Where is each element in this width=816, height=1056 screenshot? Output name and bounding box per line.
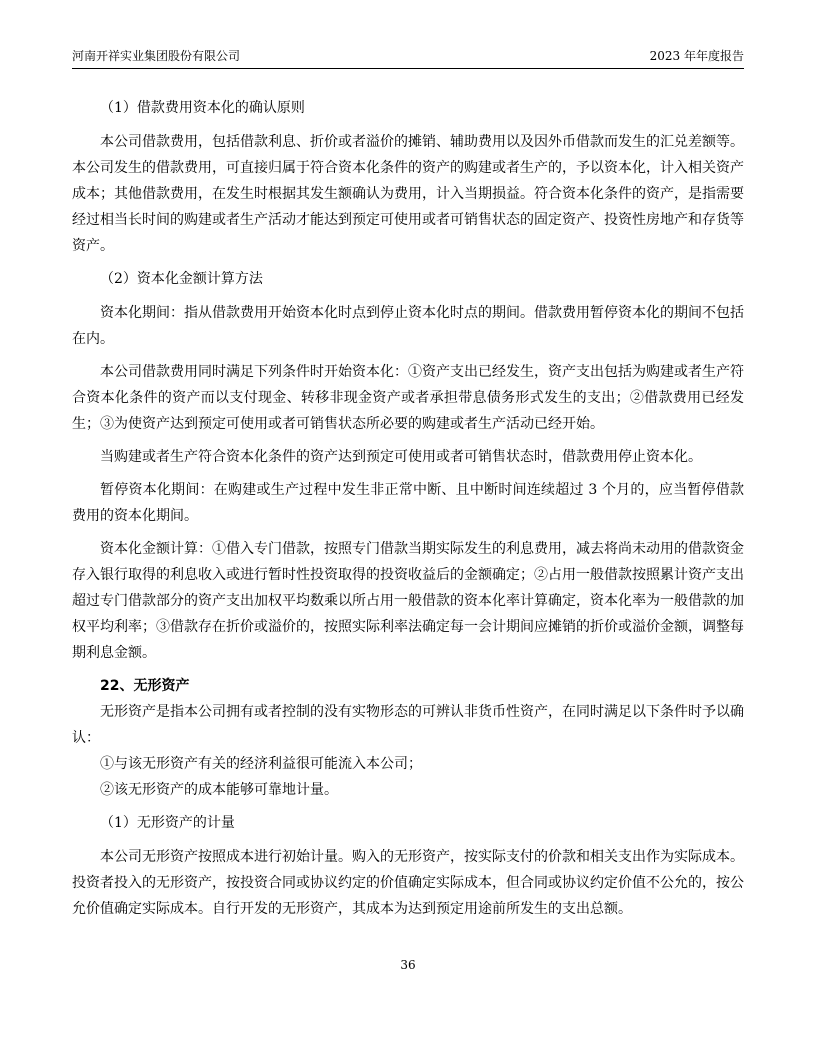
list-item-condition-2: ②该无形资产的成本能够可靠地计量。 [100, 782, 338, 798]
page-number: 36 [400, 958, 416, 972]
paragraph-capitalization-period: 资本化期间：指从借款费用开始资本化时点到停止资本化时点的期间。借款费用暂停资本化的期间不包括在内。 [72, 305, 744, 347]
header-company-name: 河南开祥实业集团股份有限公司 [72, 49, 241, 63]
subheading-capitalization-amount-method: （2）资本化金额计算方法 [100, 271, 263, 287]
document-body [72, 95, 744, 929]
paragraph-capitalization-amount-calculation: 资本化金额计算：①借入专门借款，按照专门借款当期实际发生的利息费用，减去将尚未动用的借款资金存入银行取得的利息收入或进行暂时性投资取得的投资收益后的金额确定；②占用一般借款按照累计资产支出超过专门借款部分的资产支出加权平均数乘以所占用一般借款的资本化率计算确定，资本化率为一般借款的加权平均利率；③借款存在折价或溢价的，按照实际利率法确定每一会计期间应摊销的折价或溢价金额，调整每期利息金额。 [72, 541, 744, 661]
subheading-capitalization-principle: （1）借款费用资本化的确认原则 [100, 100, 305, 116]
list-item-condition-1: ①与该无形资产有关的经济利益很可能流入本公司； [100, 756, 422, 772]
header-report-title: 2023 年年度报告 [649, 49, 744, 63]
paragraph-capitalization-stop: 当购建或者生产符合资本化条件的资产达到预定可使用或者可销售状态时，借款费用停止资本化。 [100, 449, 702, 465]
paragraph-capitalization-suspension: 暂停资本化期间：在购建或生产过程中发生非正常中断、且中断时间连续超过 3 个月的，应当暂停借款费用的资本化期间。 [72, 482, 744, 524]
paragraph-intangible-initial-measurement: 本公司无形资产按照成本进行初始计量。购入的无形资产，按实际支付的价款和相关支出作为实际成本。投资者投入的无形资产，按投资合同或协议约定的价值确定实际成本，但合同或协议约定价值不公允的，按公允价值确定实际成本。自行开发的无形资产，其成本为达到预定用途前所发生的支出总额。 [72, 849, 744, 917]
paragraph-capitalization-start-conditions: 本公司借款费用同时满足下列条件时开始资本化：①资产支出已经发生，资产支出包括为购建或者生产符合资本化条件的资产而以支付现金、转移非现金资产或者承担带息债务形式发生的支出；②借款费用已经发生；③为使资产达到预定可使用或者可销售状态所必要的购建或者生产活动已经开始。 [72, 364, 744, 432]
subheading-intangible-measurement: （1）无形资产的计量 [100, 815, 235, 831]
section-heading-intangible-assets: 22、无形资产 [100, 678, 190, 694]
paragraph-borrowing-costs: 本公司借款费用，包括借款利息、折价或者溢价的摊销、辅助费用以及因外币借款而发生的汇兑差额等。本公司发生的借款费用，可直接归属于符合资本化条件的资产的购建或者生产的，予以资本化，计入相关资产成本；其他借款费用，在发生时根据其发生额确认为费用，计入当期损益。符合资本化条件的资产，是指需要经过相当长时间的购建或者生产活动才能达到预定可使用或者可销售状态的固定资产、投资性房地产和存货等资产。 [72, 134, 744, 254]
paragraph-intangible-assets-definition: 无形资产是指本公司拥有或者控制的没有实物形态的可辨认非货币性资产，在同时满足以下条件时予以确认： [72, 704, 744, 746]
page-header [72, 48, 744, 69]
